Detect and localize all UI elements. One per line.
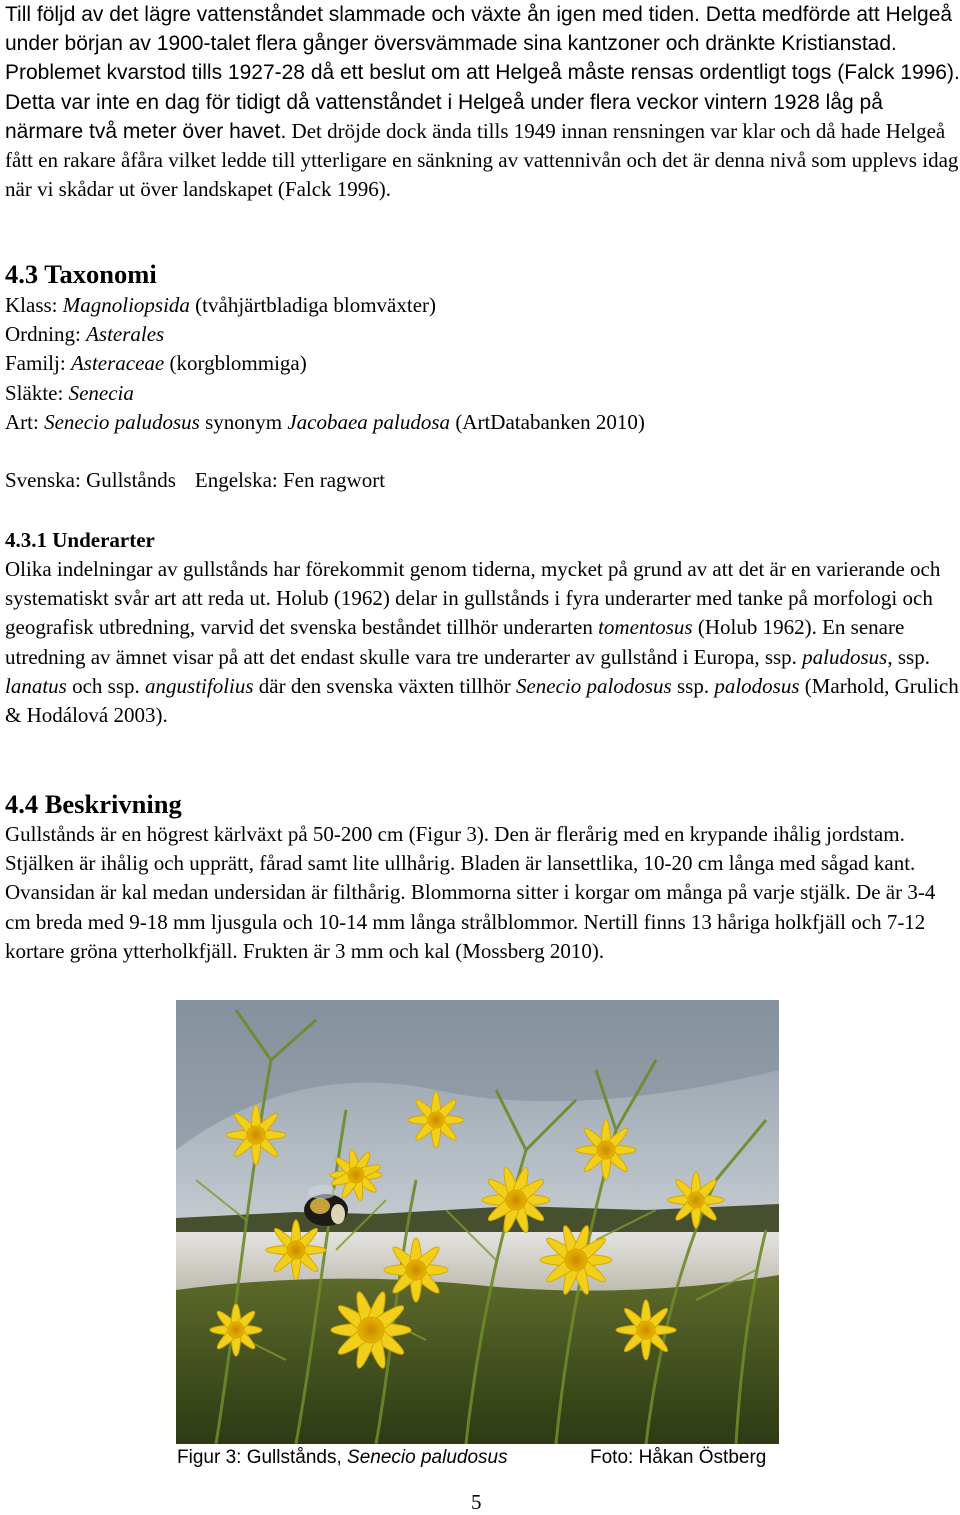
taxonomy-familj — [5, 349, 960, 378]
intro-paragraph — [5, 0, 960, 204]
subspecies-italic: paludosus — [802, 644, 888, 669]
figure-photo-credit: Foto: Håkan Östberg — [590, 1447, 767, 1468]
art-synonym-label: synonym — [199, 409, 288, 434]
intro-sentence-serif: Det dröjde dock ända tills 1949 innan rensningen var klar och då hade Helgeå fått en rakare åfåra vilket ledde till ytterligare en sänkning av vattennivån och det är denna nivå som upplevs idag när vi skådar ut över landskapet (Falck 1996). — [5, 118, 959, 202]
figure-caption — [177, 1446, 508, 1470]
swedish-name: Svenska: Gullstånds — [5, 467, 176, 492]
subspecies-italic: palodosus — [714, 673, 800, 698]
intro-sentence-sans: Till följd av det lägre vattenståndet slammade och växte ån igen med tiden. Detta medförde att Helgeå under början av 1900-talet flera gånger översvämmade sina kantzoner och dränkte Kristianstad. Problemet kvarstod tills 1927-28 då ett beslut om att Helgeå måste rensas ordentligt togs (Falck 1996). Detta var inte en dag för tidigt då vattenståndet i Helgeå under flera veckor vintern 1928 låg på närmare två meter över havet. — [5, 3, 960, 143]
slakte-value: Senecia — [68, 380, 134, 405]
klass-note: (tvåhjärtbladiga blomväxter) — [189, 293, 436, 317]
figure-caption-species: Senecio paludosus — [347, 1447, 508, 1468]
subspecies-text: och ssp. — [66, 673, 146, 698]
description-heading: 4.4 Beskrivning — [5, 789, 182, 819]
art-synonym: Jacobaea paludosa — [287, 409, 451, 434]
subspecies-italic: tomentosus — [598, 615, 693, 640]
subspecies-section — [5, 526, 960, 730]
art-label: Art: — [5, 409, 45, 434]
familj-value: Asteraceae — [70, 351, 165, 376]
subspecies-italic: angustifolius — [145, 673, 254, 698]
subspecies-text: (Holub 1962). En senare utredning av ämnet visar på att det endast skulle vara tre underarter av gullstånd i Europa, ssp. — [5, 615, 905, 669]
taxonomy-heading: 4.3 Taxonomi — [5, 259, 157, 289]
subspecies-text: (Marhold, Grulich & Hodálová 2003). — [5, 673, 959, 728]
subspecies-text: , ssp. — [887, 644, 930, 669]
description-paragraph: Gullstånds är en högrest kärlväxt på 50-200 cm (Figur 3). Den är flerårig med en krypande ihålig jordstam. Stjälken är ihålig och upprätt, fårad samt lite ullhårig. Bladen är lansettlika, 10-20 cm långa med sågad kant. Ovansidan är kal medan undersidan är filthårig. Blommorna sitter i korgar om många på varje stjälk. De är 3-4 cm breda med 9-18 mm ljusgula och 10-14 mm långa strålblommor. Nertill finns 13 håriga holkfjäll och 7-12 kortare gröna ytterholkfjäll. Frukten är 3 mm och kal (Mossberg 2010). — [5, 822, 936, 963]
art-source: (ArtDatabanken 2010) — [450, 409, 645, 434]
subspecies-italic: Senecio palodosus — [515, 673, 672, 698]
subspecies-heading: 4.3.1 Underarter — [5, 528, 155, 552]
taxonomy-section — [5, 259, 960, 495]
klass-label: Klass: — [5, 293, 63, 317]
subspecies-text: ssp. — [671, 673, 715, 698]
subspecies-text: där den svenska växten tillhör — [253, 673, 516, 698]
ordning-label: Ordning: — [5, 322, 87, 347]
taxonomy-klass — [5, 291, 960, 320]
ordning-value: Asterales — [86, 322, 165, 347]
gullstands-photo-illustration — [176, 1000, 779, 1444]
taxonomy-slakte — [5, 379, 960, 408]
english-name: Engelska: Fen ragwort — [194, 467, 386, 492]
taxonomy-common-names — [5, 466, 960, 495]
familj-note: (korgblommiga) — [164, 351, 307, 376]
familj-label: Familj: — [5, 351, 71, 376]
subspecies-italic: lanatus — [5, 673, 67, 698]
taxonomy-art — [5, 408, 960, 437]
figure-photo-gullstands — [176, 1000, 779, 1444]
taxonomy-ordning — [5, 320, 960, 349]
figure-caption-prefix: Figur 3: Gullstånds, — [177, 1447, 348, 1468]
klass-value: Magnoliopsida — [62, 293, 190, 317]
subspecies-paragraph — [5, 555, 960, 730]
slakte-label: Släkte: — [5, 380, 69, 405]
art-value: Senecio paludosus — [44, 409, 200, 434]
subspecies-text: Olika indelningar av gullstånds har förekommit genom tiderna, mycket på grund av att det är en varierande och systematiskt svår art att reda ut. Holub (1962) delar in gullstånds i fyra underarter med tanke på morfologi och geografisk utbredning, varvid det svenska beståndet tillhör underarten — [5, 557, 941, 640]
page-number: 5 — [471, 1490, 482, 1514]
description-section — [5, 789, 960, 966]
